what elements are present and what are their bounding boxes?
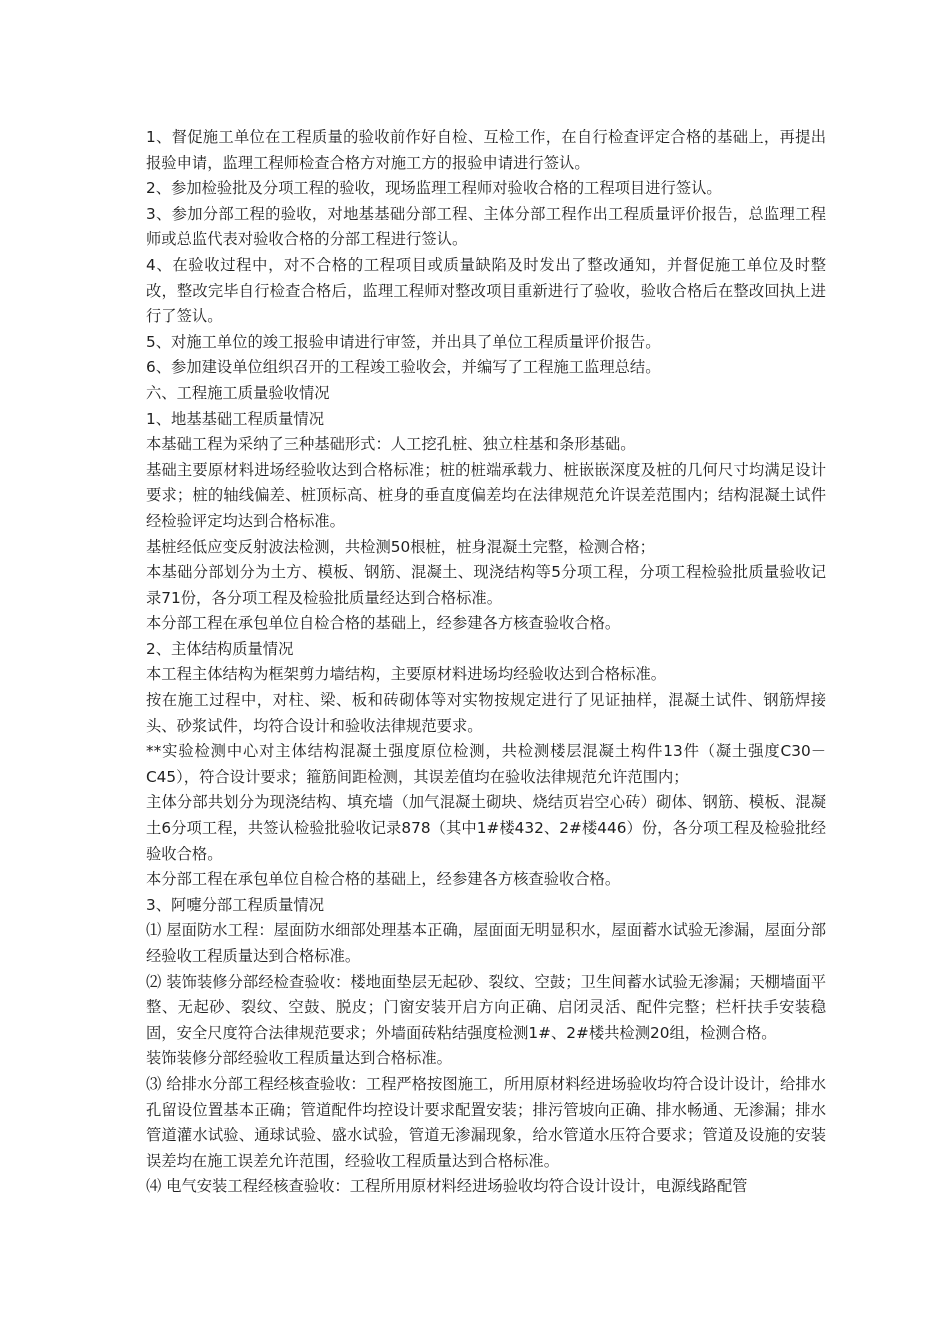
paragraph-roof-waterproofing: ⑴ 屋面防水工程：屋面防水细部处理基本正确，屋面面无明显积水，屋面蓄水试验无渗漏，屋面分部经验收工程质量达到合格标准。 bbox=[146, 921, 826, 965]
paragraph-foundation-materials: 基础主要原材料进场经验收达到合格标准；桩的桩端承载力、桩嵌嵌深度及桩的几何尺寸均满足设计要求；桩的轴线偏差、桩顶标高、桩身的垂直度偏差均在法律规范允许误差范围内；结构混凝土试件经检验评定均达到合格标准。 bbox=[146, 460, 826, 530]
paragraph-structure-acceptance: 本分部工程在承包单位自检合格的基础上，经参建各方核查验收合格。 bbox=[146, 870, 621, 889]
paragraph-pile-testing: 基桩经低应变反射波法检测，共检测50根桩，桩身混凝土完整，检测合格； bbox=[146, 537, 655, 556]
paragraph-plumbing: ⑶ 给排水分部工程经核查验收：工程严格按图施工，所用原材料经进场验收均符合设计设计，给排水孔留设位置基本正确；管道配件均控设计要求配置安装；排污管坡向正确、排水畅通、无渗漏；排水管道灌水试验、通球试验、盛水试验，管道无渗漏现象，给水管道水压符合要求；管道及设施的安装误差均在施工误差允许范围，经验收工程质量达到合格标准。 bbox=[146, 1074, 826, 1170]
paragraph-2: 2、参加检验批及分项工程的验收，现场监理工程师对验收合格的工程项目进行签认。 bbox=[146, 179, 722, 198]
subsection-heading-foundation: 1、地基基础工程质量情况 bbox=[146, 409, 324, 428]
paragraph-structure-type: 本工程主体结构为框架剪力墙结构，主要原材料进场均经验收达到合格标准。 bbox=[146, 665, 667, 684]
paragraph-3: 3、参加分部工程的验收，对地基基础分部工程、主体分部工程作出工程质量评价报告，总监理工程师或总监代表对验收合格的分部工程进行签认。 bbox=[146, 204, 826, 249]
section-heading-6: 六、工程施工质量验收情况 bbox=[146, 383, 330, 402]
paragraph-foundation-forms: 本基础工程为采纳了三种基础形式：人工挖孔桩、独立柱基和条形基础。 bbox=[146, 435, 636, 454]
paragraph-sampling: 按在施工过程中，对柱、梁、板和砖砌体等对实物按规定进行了见证抽样，混凝土试件、钢筋焊接头、砂浆试件，均符合设计和验收法律规范要求。 bbox=[146, 691, 826, 735]
subsection-heading-other: 3、阿嚏分部工程质量情况 bbox=[146, 895, 324, 914]
paragraph-decoration-result: 装饰装修分部经验收工程质量达到合格标准。 bbox=[146, 1049, 452, 1068]
document-body bbox=[146, 125, 826, 1200]
paragraph-1: 1、督促施工单位在工程质量的验收前作好自检、互检工作，在自行检查评定合格的基础上，再提出报验申请，监理工程师检查合格方对施工方的报验申请进行签认。 bbox=[146, 128, 826, 172]
paragraph-foundation-acceptance: 本分部工程在承包单位自检合格的基础上，经参建各方核查验收合格。 bbox=[146, 614, 621, 633]
paragraph-electrical: ⑷ 电气安装工程经核查验收：工程所用原材料经进场验收均符合设计设计，电源线路配管 bbox=[146, 1177, 748, 1196]
subsection-heading-structure: 2、主体结构质量情况 bbox=[146, 639, 294, 658]
paragraph-decoration: ⑵ 装饰装修分部经检查验收：楼地面垫层无起砂、裂纹、空鼓；卫生间蓄水试验无渗漏；天棚墙面平整、无起砂、裂纹、空鼓、脱皮；门窗安装开启方向正确、启闭灵活、配件完整；栏杆扶手安装稳固，安全尺度符合法律规范要求；外墙面砖粘结强度检测1#、2#楼共检测20组，检测合格。 bbox=[146, 972, 826, 1042]
paragraph-5: 5、对施工单位的竣工报验申请进行审签，并出具了单位工程质量评价报告。 bbox=[146, 332, 661, 351]
paragraph-structure-division: 主体分部共划分为现浇结构、填充墙（加气混凝土砌块、烧结页岩空心砖）砌体、钢筋、模板、混凝土6分项工程，共签认检验批验收记录878（其中1#楼432、2#楼446）份，各分项工程及检验批经验收合格。 bbox=[146, 793, 826, 863]
paragraph-strength-testing: **实验检测中心对主体结构混凝土强度原位检测，共检测楼层混凝土构件13件（凝土强度C30－C45），符合设计要求；箍筋间距检测，其误差值均在验收法律规范允许范围内； bbox=[146, 742, 826, 786]
paragraph-6: 6、参加建设单位组织召开的工程竣工验收会，并编写了工程施工监理总结。 bbox=[146, 358, 661, 377]
paragraph-foundation-division: 本基础分部划分为土方、模板、钢筋、混凝土、现浇结构等5分项工程，分项工程检验批质量验收记录71份，各分项工程及检验批质量经达到合格标准。 bbox=[146, 563, 826, 607]
paragraph-4: 4、在验收过程中，对不合格的工程项目或质量缺陷及时发出了整改通知，并督促施工单位及时整改，整改完毕自行检查合格后，监理工程师对整改项目重新进行了验收，验收合格后在整改回执上进行了签认。 bbox=[146, 255, 826, 326]
